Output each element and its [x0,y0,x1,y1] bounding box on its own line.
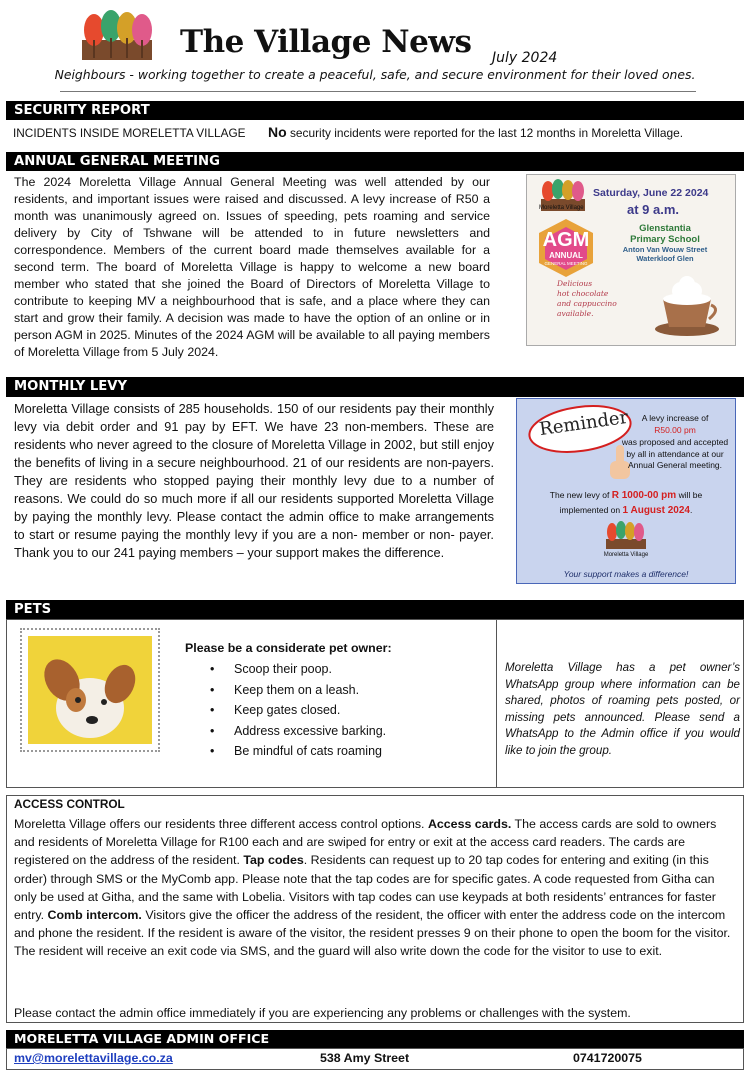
pet-guideline-item: • Keep them on a leash. [182,680,482,701]
comb-intercom-text: Visitors give the officer the address of the resident, the officer with enter the address code on the intercom and phone the resident. If the resident is aware of the visitor, the resident presses 9 on their phone to open the boom for the visitor. The resident will receive an exit code via SMS, and the guard will also write down the code for the visitor to use to exit. [14,908,731,959]
admin-phone: 0741720075 [573,1051,642,1065]
masthead-rule [60,91,696,92]
pets-divider [496,619,497,788]
poster-general-meeting: GENERAL MEETING [544,261,588,266]
levy-logo-icon [603,519,649,551]
tagline: Neighbours - working together to create a peaceful, safe, and secure environment for their loved ones. [54,67,696,82]
pet-guideline-item: • Address excessive barking. [182,721,482,742]
pet-list-title: Please be a considerate pet owner: [185,641,392,655]
access-cards-label: Access cards. [427,817,512,831]
new-levy-amount: R 1000-00 pm [611,490,677,501]
poster-address-line2: Waterkloof Glen [636,254,694,263]
comb-intercom-label: Comb intercom. [47,908,142,923]
dog-illustration [28,636,152,744]
pet-guideline-item: • Be mindful of cats roaming [182,741,482,762]
access-heading: ACCESS CONTROL [14,797,125,811]
reminder-increase-text [613,413,737,436]
poster-refresh-4: available. [557,309,594,318]
reminder-stamp-text: Reminder [537,406,630,441]
coffee-cup-icon [651,273,723,339]
poster-refreshments [557,279,617,319]
access-body [14,815,736,961]
village-trees-logo [80,6,156,62]
poster-time: at 9 a.m. [627,202,680,217]
issue-date: July 2024 [492,50,558,66]
reminder-line1: A levy increase of [641,413,709,423]
reminder-accepted-text [613,437,737,472]
security-emphasis: No [268,124,287,140]
poster-date: Saturday, June 22 2024 [593,187,709,199]
access-contact-note: Please contact the admin office immediately if you are experiencing any problems or challenges with the system. [14,1006,631,1020]
poster-venue-line1: Glenstantia [639,223,691,234]
admin-email-link[interactable]: mv@morelettavillage.co.za [14,1051,173,1065]
poster-venue-line2: Primary School [630,234,700,245]
agm-poster [526,174,736,346]
poster-logo-caption: Moreletta Village [539,205,584,211]
poster-refresh-1: Delicious [557,279,593,288]
tap-codes-label: Tap codes [243,853,304,868]
poster-address-line1: Anton Van Wouw Street [622,245,708,254]
whatsapp-group-note: Moreletta Village has a pet owner’s WhatsApp group where information can be shared, photos of roaming pets posted, or missing pets announced. Please send a WhatsApp to the Admin office if you would like to join the group. [505,661,740,757]
poster-agm-text: AGM [542,229,590,251]
reminder-line3: was proposed and accepted [621,437,729,447]
impl-pre: implemented on [559,505,621,515]
new-levy-post: will be [678,490,703,500]
admin-heading: MORELETTA VILLAGE ADMIN OFFICE [6,1030,744,1048]
access-cards-text: The access cards are sold to owners and residents of Moreletta Village for R100 each and are swiped for entry or exit at the access card readers. The cards are registered on the address of the resident. [14,817,717,868]
pets-heading: PETS [6,600,744,619]
levy-reminder-box [516,398,736,584]
security-heading: SECURITY REPORT [6,101,744,120]
impl-date: 1 August 2024 [622,505,690,516]
pet-guidelines-list [182,659,482,762]
reminder-line4: by all in attendance at our [626,448,724,459]
poster-venue [599,223,731,263]
newsletter-title: The Village News [180,24,472,60]
new-levy-line [517,490,735,501]
support-footer: Your support makes a difference! [563,569,689,579]
poster-annual: ANNUAL [549,251,583,260]
agm-body: The 2024 Moreletta Village Annual General Meeting was well attended by our residents, and important issues were raised and discussed. A levy increase of R50 a month was unanimously agreed on. Issues of speeding, pets roaming and service delivery by City of Tshwane will be attended to in future newsletters and correspondence. Members of the current board made themselves available for a second term. The board of Moreletta Village is happy to welcome a new board member who stated that she joined the Board of Directors of Moreletta Village to contribute to keeping MV a neighbourhood that is safe, and a place where they can start and grow their family. A decision was made to have the option of an online or in person AGM in 2025. Minutes of the 2024 AGM will be available to all paying members of Moreletta Village from 5 July 2024. [14,175,490,359]
levy-heading: MONTHLY LEVY [6,377,744,397]
levy-logo-caption: Moreletta Village [603,552,649,558]
reminder-line5: Annual General meeting. [627,460,723,470]
access-intro: Moreletta Village offers our residents three different access control options. [14,817,425,831]
levy-body: Moreletta Village consists of 285 households. 150 of our residents pay their monthly levy via debit order and 91 pay by EFT. We have 23 non-members. These are residents who never agreed to the closure of Moreletta Village in 2002, but still enjoy the benefits of living in a secure neighbourhood. 21 of our residents are non-payers. They are residents who stopped paying their monthly levy due to a number of reasons. We could do so much more if all our residents supported Moreletta Village by paying the monthly levy. Please contact the admin office to make arrangements to start or resume paying the monthly levy if you are a non- member or non- payer. Thank you to our 241 paying members – your support makes the difference. [14,401,494,560]
tap-codes-text: . Residents can request up to 20 tap codes for entering and exiting (in this order) through SMS or the MyComb app. Please note that the tap codes are for specific gates. A code requested from Githa can only be used at Githa, and the same with Lobelia. Visitors with tap codes can use keypads at both residents’ entrances for faster entry. [14,853,716,923]
new-levy-pre: The new levy of [549,490,610,500]
implementation-line: implemented on 1 August 2024. [559,505,693,516]
poster-refresh-2: hot chocolate [557,289,609,298]
agm-heading: ANNUAL GENERAL MEETING [6,152,744,171]
pet-guideline-item: • Scoop their poop. [182,659,482,680]
pet-guideline-item: • Keep gates closed. [182,700,482,721]
security-statement [268,123,683,142]
dog-photo [20,628,160,752]
poster-refresh-3: and cappuccino [557,299,617,308]
reminder-line2: R50.00 pm [654,424,696,435]
admin-address: 538 Amy Street [320,1051,410,1065]
security-text: security incidents were reported for the last 12 months in Moreletta Village. [289,126,684,140]
security-label: INCIDENTS INSIDE MORELETTA VILLAGE [13,126,246,140]
